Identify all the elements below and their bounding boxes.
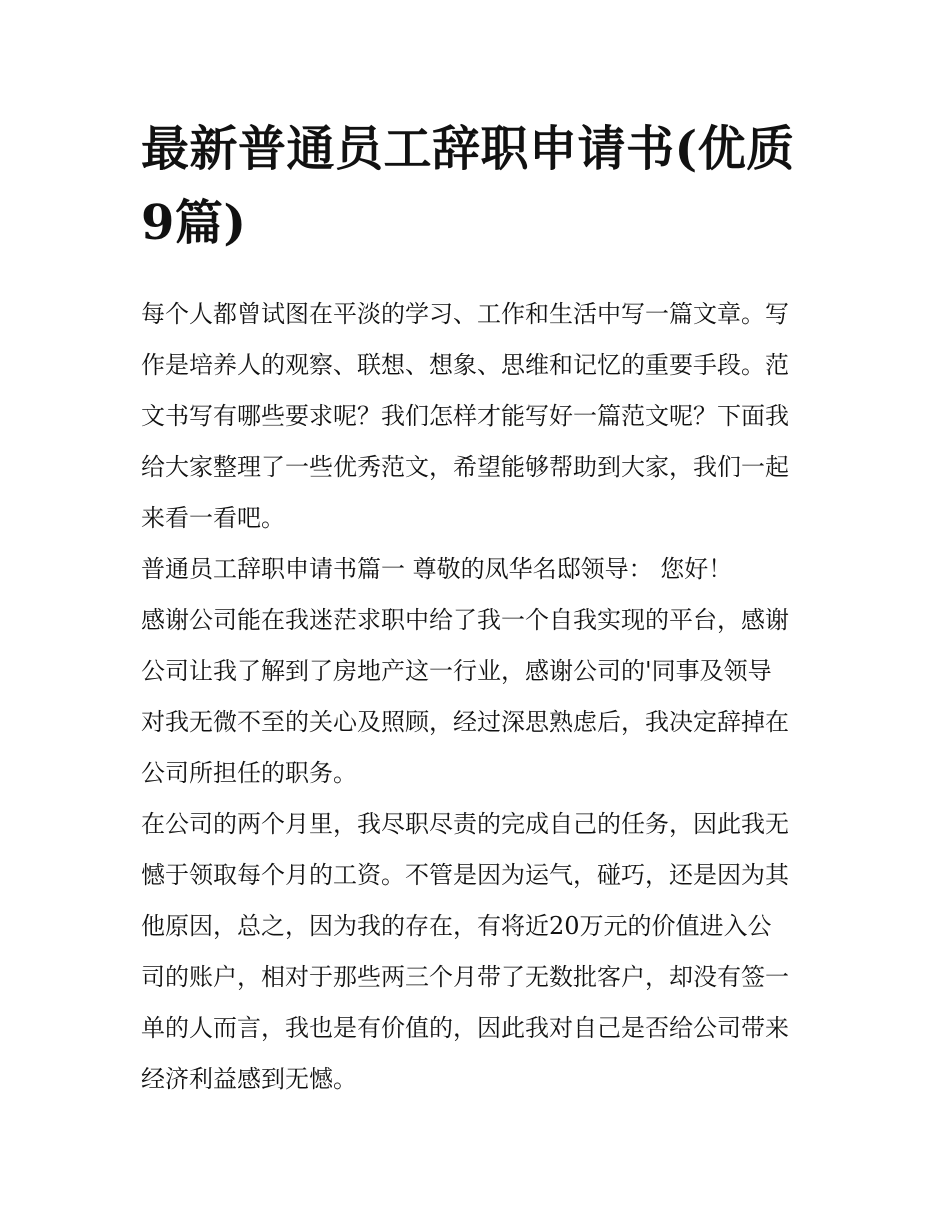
text-line: 每个人都曾试图在平淡的学习、工作和生活中写一篇文章。写 (141, 300, 789, 328)
paragraph-intro (141, 289, 813, 544)
paragraph-salutation (141, 544, 813, 595)
text-line: 作是培养人的观察、联想、想象、思维和记忆的重要手段。范 (141, 351, 789, 379)
text-line: 憾于领取每个月的工资。不管是因为运气，碰巧，还是因为其 (141, 861, 789, 889)
text-line: 单的人而言，我也是有价值的，因此我对自己是否给公司带来 (141, 1014, 789, 1042)
text-line: 来看一看吧。 (141, 504, 285, 532)
document-body (141, 289, 813, 1105)
text-line: 对我无微不至的关心及照顾，经过深思熟虑后，我决定辞掉在 (141, 708, 789, 736)
text-line: 司的账户，相对于那些两三个月带了无数批客户，却没有签一 (141, 963, 789, 991)
text-line: 经济利益感到无憾。 (141, 1065, 357, 1093)
text-line: 公司让我了解到了房地产这一行业，感谢公司的'同事及领导 (141, 657, 772, 685)
text-line: 感谢公司能在我迷茫求职中给了我一个自我实现的平台，感谢 (141, 606, 789, 634)
text-line: 普通员工辞职申请书篇一 尊敬的凤华名邸领导： 您好！ (141, 555, 733, 583)
text-line: 给大家整理了一些优秀范文，希望能够帮助到大家，我们一起 (141, 453, 789, 481)
document-content (141, 112, 813, 1105)
text-line: 文书写有哪些要求呢？我们怎样才能写好一篇范文呢？下面我 (141, 402, 789, 430)
text-line: 他原因，总之，因为我的存在，有将近20万元的价值进入公 (141, 912, 772, 940)
title-line: 最新普通员工辞职申请书(优质 (141, 121, 795, 177)
text-line: 公司所担任的职务。 (141, 759, 357, 787)
text-line: 在公司的两个月里，我尽职尽责的完成自己的任务，因此我无 (141, 810, 789, 838)
document-title (141, 112, 813, 260)
paragraph-achievements (141, 799, 813, 1105)
title-line: 9篇) (141, 195, 247, 251)
paragraph-gratitude (141, 595, 813, 799)
